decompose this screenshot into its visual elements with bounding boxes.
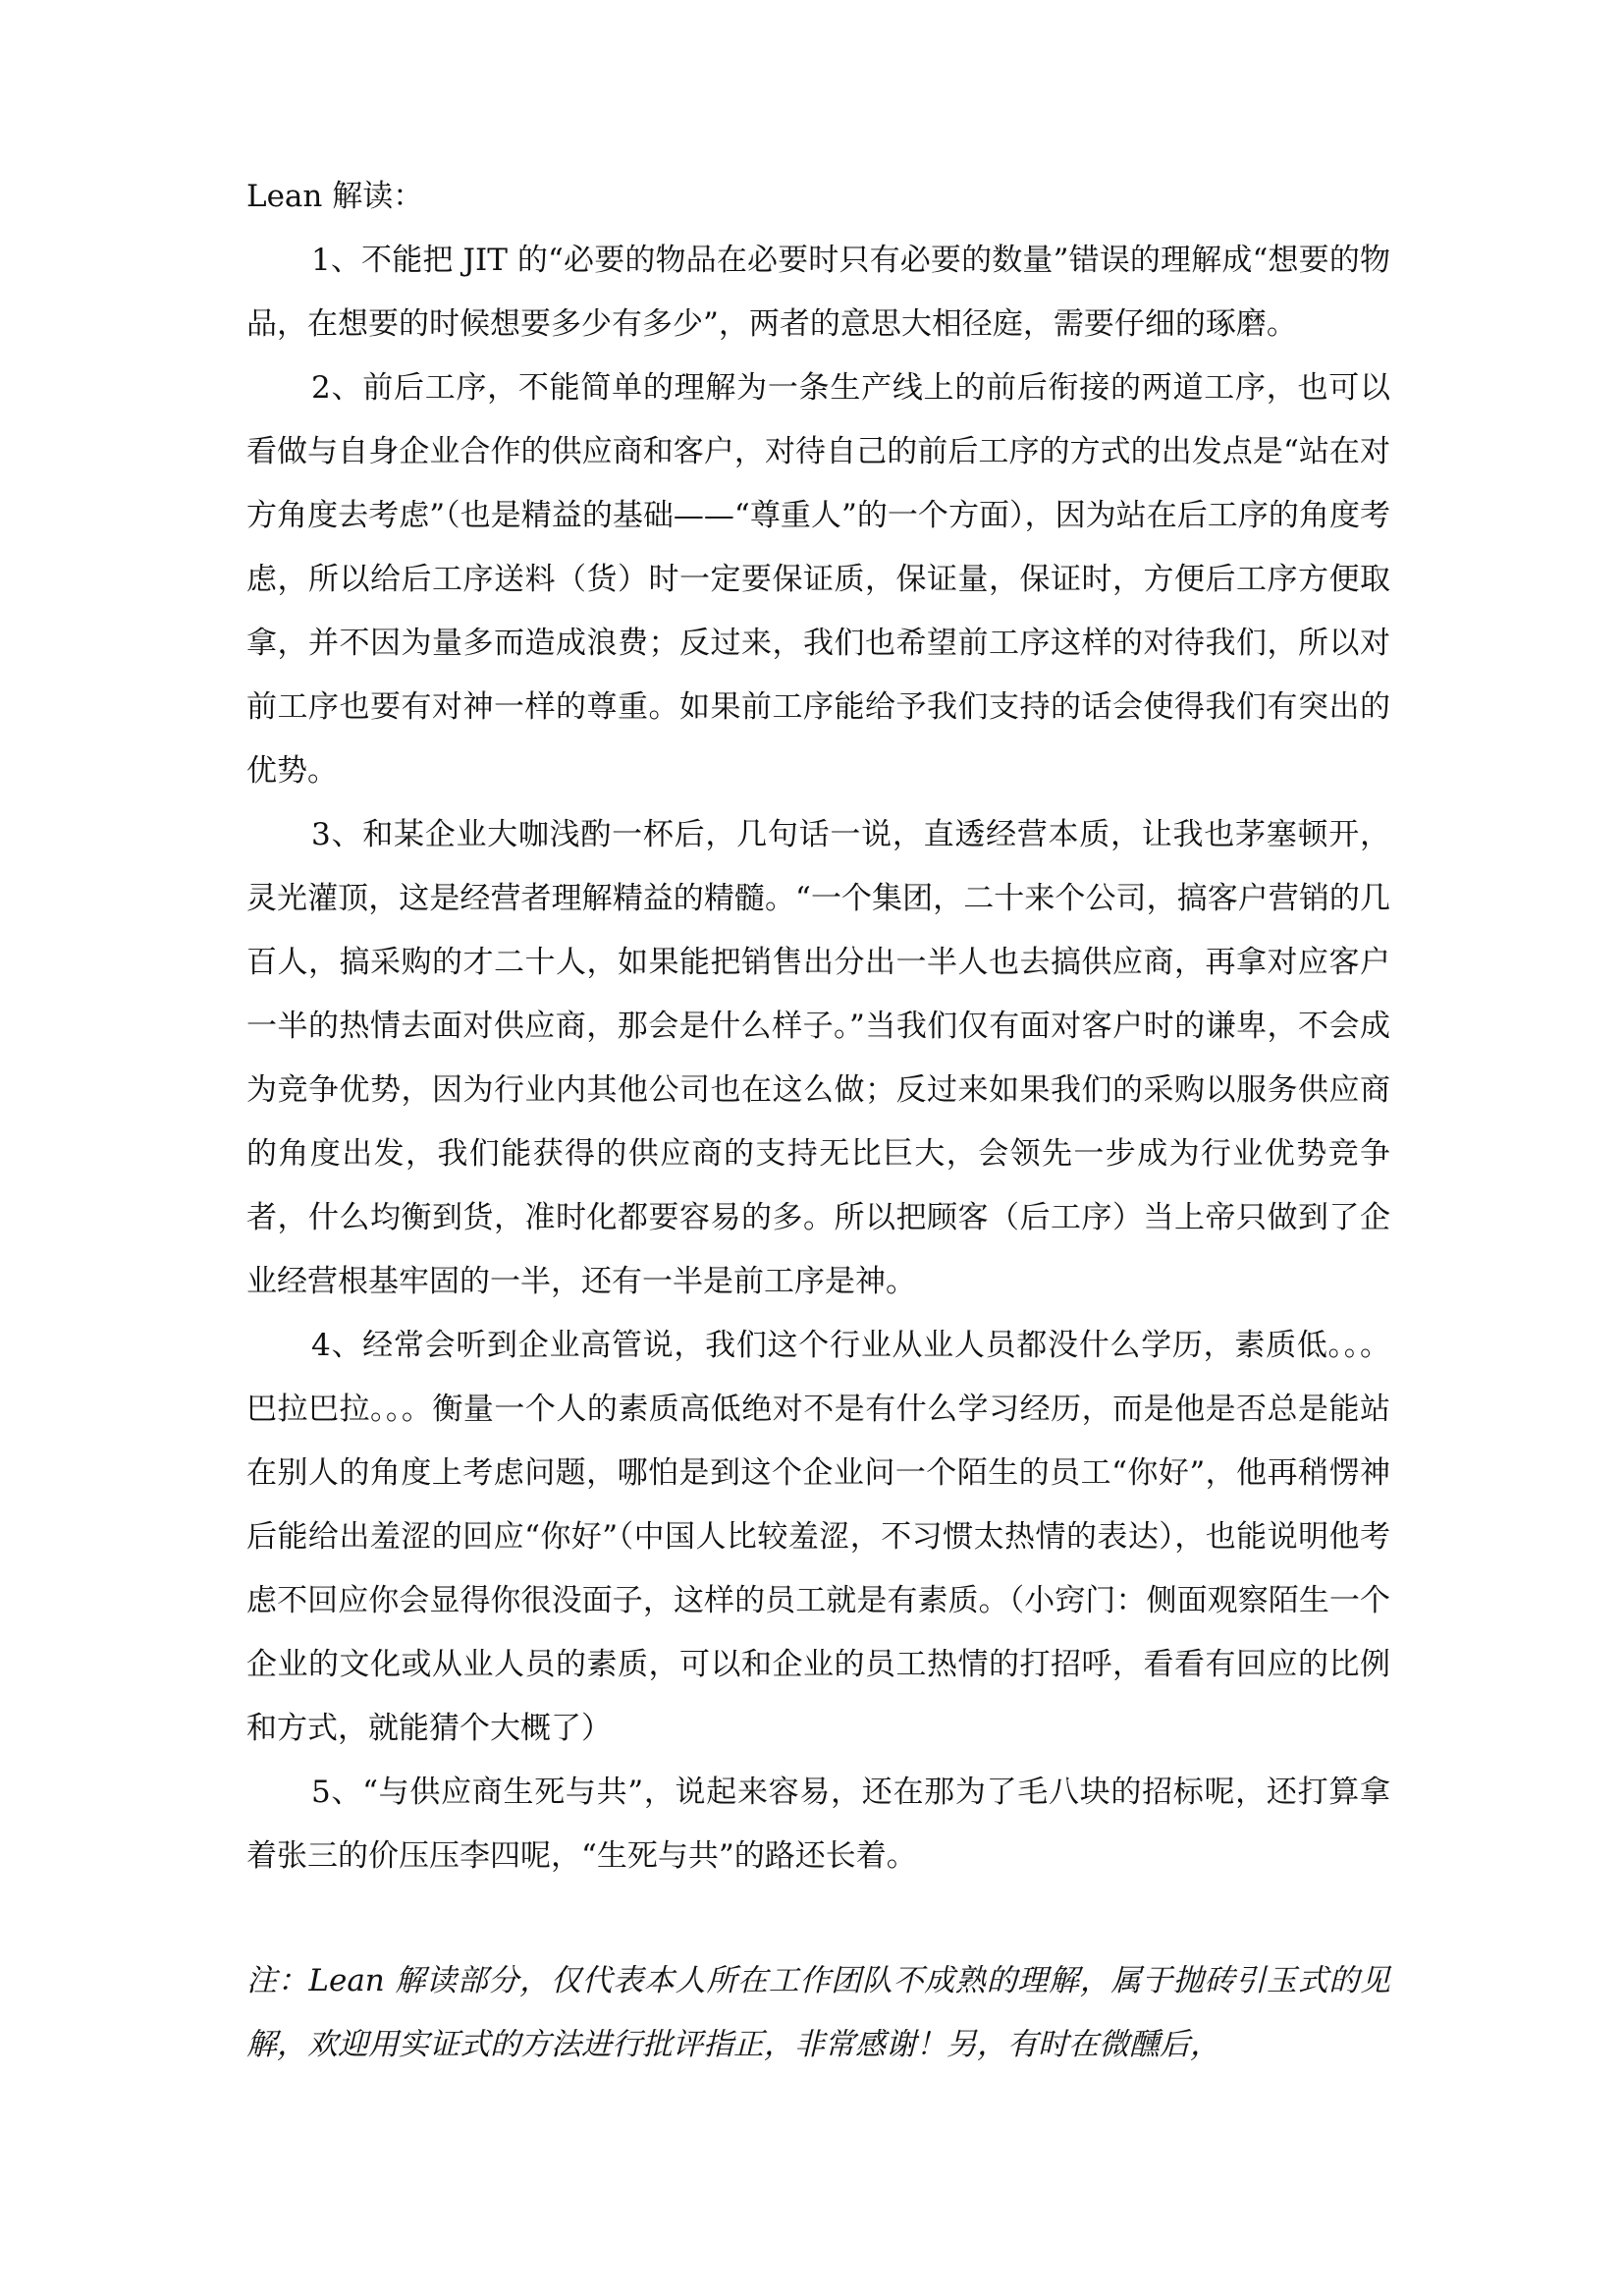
paragraph-3: 3、和某企业大咖浅酌一杯后，几句话一说，直透经营本质，让我也茅塞顿开，灵光灌顶，这是经营者理解精益的精髓。“一个集团，二十来个公司，搞客户营销的几百人，搞采购的才二十人，如果能把销售出分出一半人也去搞供应商，再拿对应客户一半的热情去面对供应商，那会是什么样子。”当我们仅有面对客户时的谦卑，不会成为竞争优势，因为行业内其他公司也在这么做；反过来如果我们的采购以服务供应商的角度出发，我们能获得的供应商的支持无比巨大，会领先一步成为行业优势竞争者，什么均衡到货，准时化都要容易的多。所以把顾客（后工序）当上帝只做到了企业经营根基牢固的一半，还有一半是前工序是神。: [246, 817, 1390, 1299]
section-heading: Lean 解读：: [246, 179, 424, 214]
paragraph-2: 2、前后工序，不能简单的理解为一条生产线上的前后衔接的两道工序，也可以看做与自身企业合作的供应商和客户，对待自己的前后工序的方式的出发点是“站在对方角度去考虑”（也是精益的基础——“尊重人”的一个方面），因为站在后工序的角度考虑，所以给后工序送料（货）时一定要保证质，保证量，保证时，方便后工序方便取拿，并不因为量多而造成浪费；反过来，我们也希望前工序这样的对待我们，所以对前工序也要有对神一样的尊重。如果前工序能给予我们支持的话会使得我们有突出的优势。: [246, 370, 1390, 789]
paragraph-4: 4、经常会听到企业高管说，我们这个行业从业人员都没什么学历，素质低。。。巴拉巴拉。。。衡量一个人的素质高低绝对不是有什么学习经历，而是他是否总是能站在别人的角度上考虑问题，哪怕是到这个企业问一个陌生的员工“你好”，他再稍愣神后能给出羞涩的回应“你好”（中国人比较羞涩，不习惯太热情的表达），也能说明他考虑不回应你会显得你很没面子，这样的员工就是有素质。（小窍门：侧面观察陌生一个企业的文化或从业人员的素质，可以和企业的员工热情的打招呼，看看有回应的比例和方式，就能猜个大概了）: [246, 1328, 1390, 1746]
author-note: 注：Lean 解读部分，仅代表本人所在工作团队不成熟的理解，属于抛砖引玉式的见解，欢迎用实证式的方法进行批评指正，非常感谢！另，有时在微醺后，: [246, 1963, 1390, 2062]
paragraph-5: 5、“与供应商生死与共”，说起来容易，还在那为了毛八块的招标呢，还打算拿着张三的价压压李四呢，“生死与共”的路还长着。: [246, 1775, 1390, 1874]
document-page: [246, 165, 1390, 2077]
paragraph-1: 1、不能把 JIT 的“必要的物品在必要时只有必要的数量”错误的理解成“想要的物品，在想要的时候想要多少有多少”，两者的意思大相径庭，需要仔细的琢磨。: [246, 243, 1390, 342]
